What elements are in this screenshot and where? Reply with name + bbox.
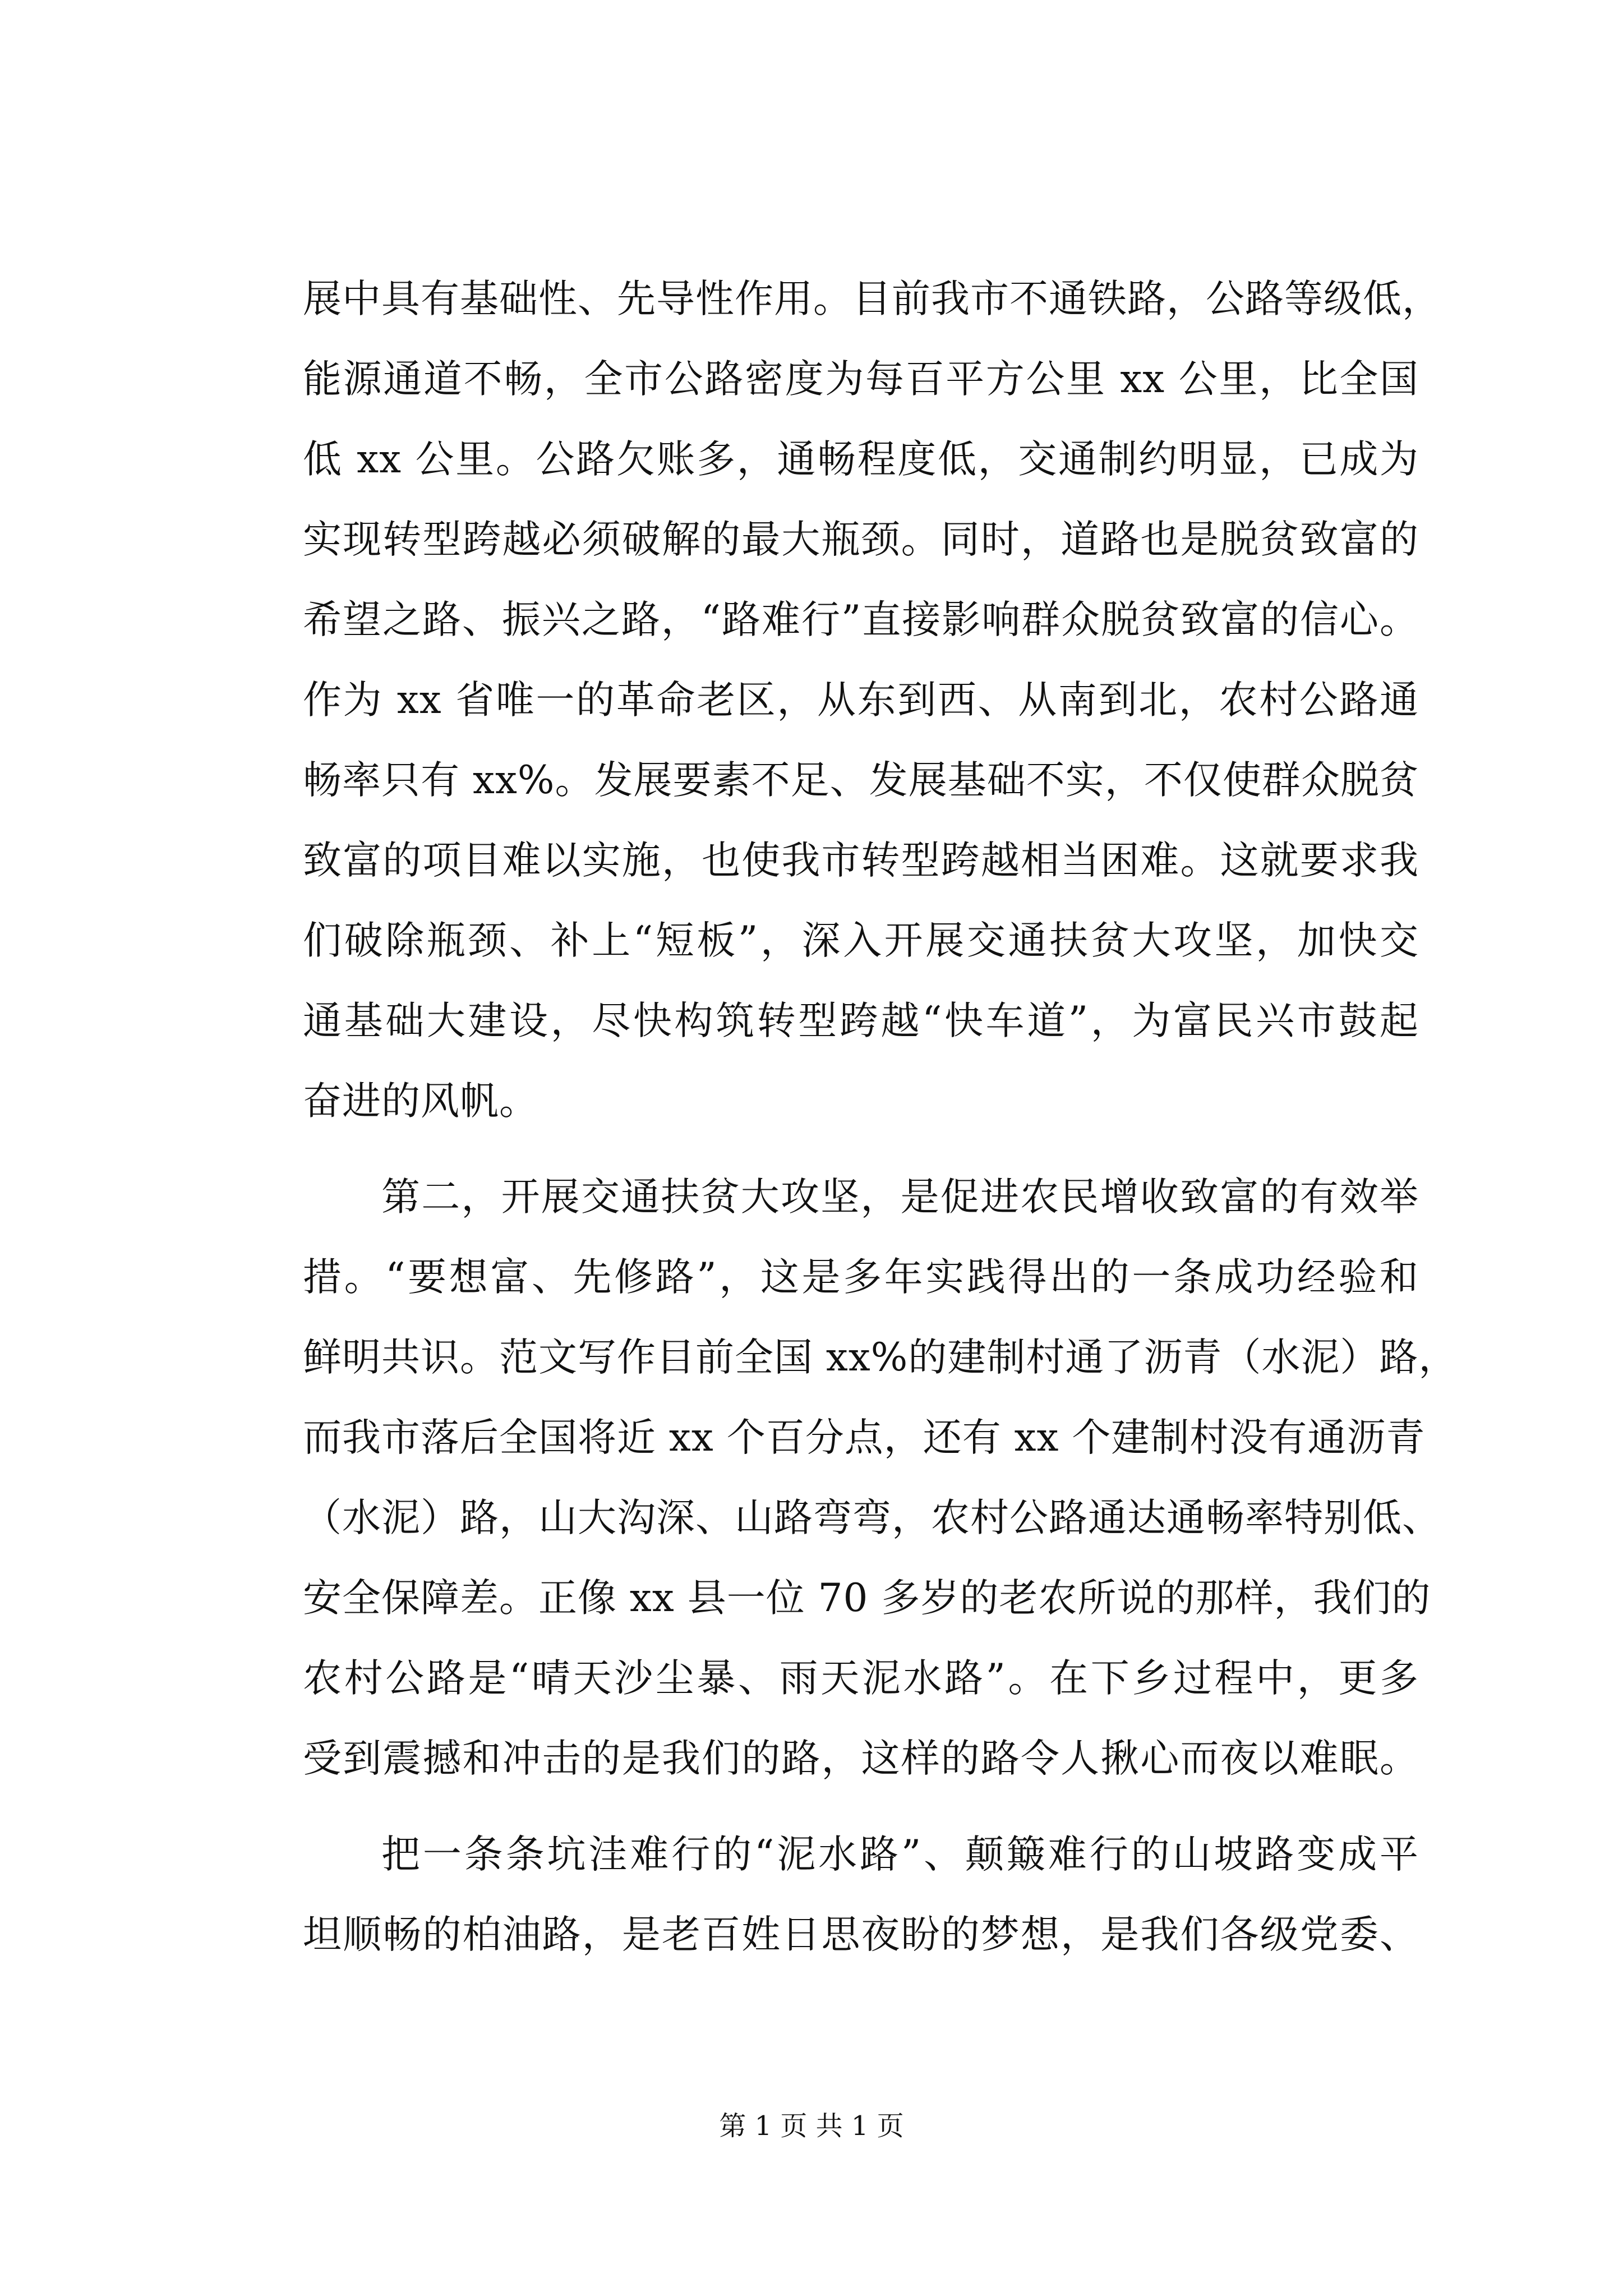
text-line: 措。“要想富、先修路”，这是多年实践得出的一条成功经验和 <box>303 1255 1419 1300</box>
text-line: 们破除瓶颈、补上“短板”，深入开展交通扶贫大攻坚，加快交 <box>303 918 1419 963</box>
page-number-label: 第 1 页 共 1 页 <box>719 2110 904 2142</box>
text-line: 低 xx 公里。公路欠账多，通畅程度低，交通制约明显，已成为 <box>303 437 1419 482</box>
text-line: 鲜明共识。范文写作目前全国 xx%的建制村通了沥青（水泥）路， <box>303 1335 1458 1380</box>
text-line: 第二，开展交通扶贫大攻坚，是促进农民增收致富的有效举 <box>381 1175 1419 1220</box>
text-line: 希望之路、振兴之路，“路难行”直接影响群众脱贫致富的信心。 <box>303 597 1419 642</box>
text-line: 安全保障差。正像 xx 县一位 70 多岁的老农所说的那样，我们的 <box>303 1576 1431 1621</box>
paragraph <box>303 1815 1419 1975</box>
text-line: 农村公路是“晴天沙尘暴、雨天泥水路”。在下乡过程中，更多 <box>303 1656 1419 1701</box>
text-line: 畅率只有 xx%。发展要素不足、发展基础不实，不仅使群众脱贫 <box>303 758 1419 803</box>
text-line: 而我市落后全国将近 xx 个百分点，还有 xx 个建制村没有通沥青 <box>303 1415 1426 1460</box>
text-line: 实现转型跨越必须破解的最大瓶颈。同时，道路也是脱贫致富的 <box>303 517 1419 562</box>
paragraph <box>303 259 1441 1142</box>
text-line: 通基础大建设，尽快构筑转型跨越“快车道”，为富民兴市鼓起 <box>303 999 1419 1043</box>
page-footer <box>0 2109 1623 2143</box>
paragraph-gap <box>303 1142 1419 1157</box>
text-line: 展中具有基础性、先导性作用。目前我市不通铁路，公路等级低， <box>303 277 1441 321</box>
text-line: 能源通道不畅，全市公路密度为每百平方公里 xx 公里，比全国 <box>303 357 1419 402</box>
paragraph <box>303 1157 1458 1799</box>
text-line: （水泥）路，山大沟深、山路弯弯，农村公路通达通畅率特别低、 <box>303 1496 1441 1540</box>
document-body <box>303 259 1458 1975</box>
text-line: 受到震撼和冲击的是我们的路，这样的路令人揪心而夜以难眠。 <box>303 1736 1419 1781</box>
text-line: 致富的项目难以实施，也使我市转型跨越相当困难。这就要求我 <box>303 838 1419 883</box>
text-line: 把一条条坑洼难行的“泥水路”、颠簸难行的山坡路变成平 <box>381 1832 1419 1877</box>
text-line: 奋进的风帆。 <box>303 1079 538 1124</box>
paragraph-gap <box>303 1799 1419 1815</box>
text-line: 坦顺畅的柏油路，是老百姓日思夜盼的梦想，是我们各级党委、 <box>303 1912 1419 1957</box>
text-line: 作为 xx 省唯一的革命老区，从东到西、从南到北，农村公路通 <box>303 678 1419 723</box>
